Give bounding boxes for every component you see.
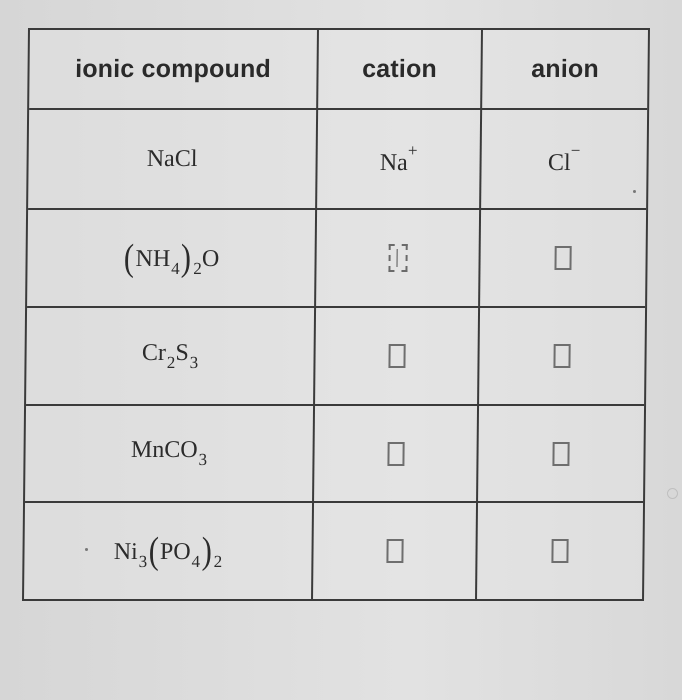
header-anion xyxy=(482,30,648,108)
formula-part: MnCO xyxy=(130,437,198,463)
header-ionic-compound xyxy=(29,30,319,108)
anion-answer-input[interactable] xyxy=(551,539,568,563)
formula-text: NaCl xyxy=(146,145,198,172)
subscript: 2 xyxy=(166,352,176,372)
cation-answer-input[interactable] xyxy=(387,442,404,466)
subscript: 2 xyxy=(213,552,223,571)
cation-symbol: Na xyxy=(379,150,408,176)
anion-cell xyxy=(481,110,647,208)
formula-part: NH xyxy=(135,246,171,272)
cation-cell xyxy=(316,210,481,306)
subscript: 4 xyxy=(191,552,201,571)
header-anion-label: anion xyxy=(531,54,600,83)
compound-cell xyxy=(26,308,316,404)
compound-cell xyxy=(25,406,315,501)
compound-formula-nickel-phosphate xyxy=(114,529,223,573)
cation-cell xyxy=(314,406,479,501)
compound-cell xyxy=(24,503,314,599)
cation-answer-input[interactable] xyxy=(386,539,403,563)
anion-symbol: Cl xyxy=(547,150,571,176)
subscript: 3 xyxy=(198,450,208,469)
cation-cell xyxy=(313,503,478,599)
table-row-cr2s3 xyxy=(26,308,645,406)
cation-answer-input[interactable] xyxy=(388,244,407,272)
table-row-mnco3 xyxy=(25,406,644,503)
subscript: 3 xyxy=(189,352,199,372)
table-row-nacl xyxy=(28,110,647,210)
cation-charge: + xyxy=(407,141,418,160)
subscript: 3 xyxy=(138,552,148,571)
anion-cell xyxy=(480,210,646,306)
formula-part: O xyxy=(201,246,220,272)
formula-part: S xyxy=(175,339,189,366)
compound-formula-nacl xyxy=(147,146,198,173)
header-compound-label: ionic compound xyxy=(75,54,272,83)
cation-answer-input[interactable] xyxy=(388,344,405,368)
cation-na xyxy=(380,141,418,177)
formula-part: Cr xyxy=(141,339,167,366)
anion-cl xyxy=(548,141,581,177)
compound-cell xyxy=(27,210,317,306)
compound-formula-ammonium-oxide xyxy=(123,236,220,280)
table-row-ni3-po4-2 xyxy=(24,503,643,599)
open-paren: ( xyxy=(123,237,135,279)
stray-dot xyxy=(633,190,636,193)
table-header-row xyxy=(29,30,648,110)
stray-dot xyxy=(85,548,88,551)
cation-cell xyxy=(317,110,482,208)
anion-cell xyxy=(478,406,644,501)
compound-formula-chromium-sulfide xyxy=(142,340,199,373)
compound-cell xyxy=(28,110,318,208)
anion-charge: − xyxy=(570,141,581,160)
compound-formula-manganese-carbonate xyxy=(131,437,208,470)
anion-cell xyxy=(477,503,643,599)
close-paren: ) xyxy=(201,530,212,572)
anion-answer-input[interactable] xyxy=(552,442,569,466)
ionic-compounds-table xyxy=(22,28,650,601)
anion-answer-input[interactable] xyxy=(553,344,570,368)
formula-part: PO xyxy=(159,539,191,565)
anion-answer-input[interactable] xyxy=(554,246,571,270)
anion-cell xyxy=(479,308,645,404)
header-cation-label: cation xyxy=(362,54,438,83)
formula-part: Ni xyxy=(113,539,138,565)
header-cation xyxy=(318,30,483,108)
subscript: 4 xyxy=(171,259,180,278)
table-row-nh4-2o xyxy=(27,210,646,308)
cation-cell xyxy=(315,308,480,404)
subscript: 2 xyxy=(193,259,202,278)
edge-circle-icon xyxy=(667,488,678,499)
open-paren: ( xyxy=(148,530,159,572)
close-paren: ) xyxy=(180,237,192,279)
